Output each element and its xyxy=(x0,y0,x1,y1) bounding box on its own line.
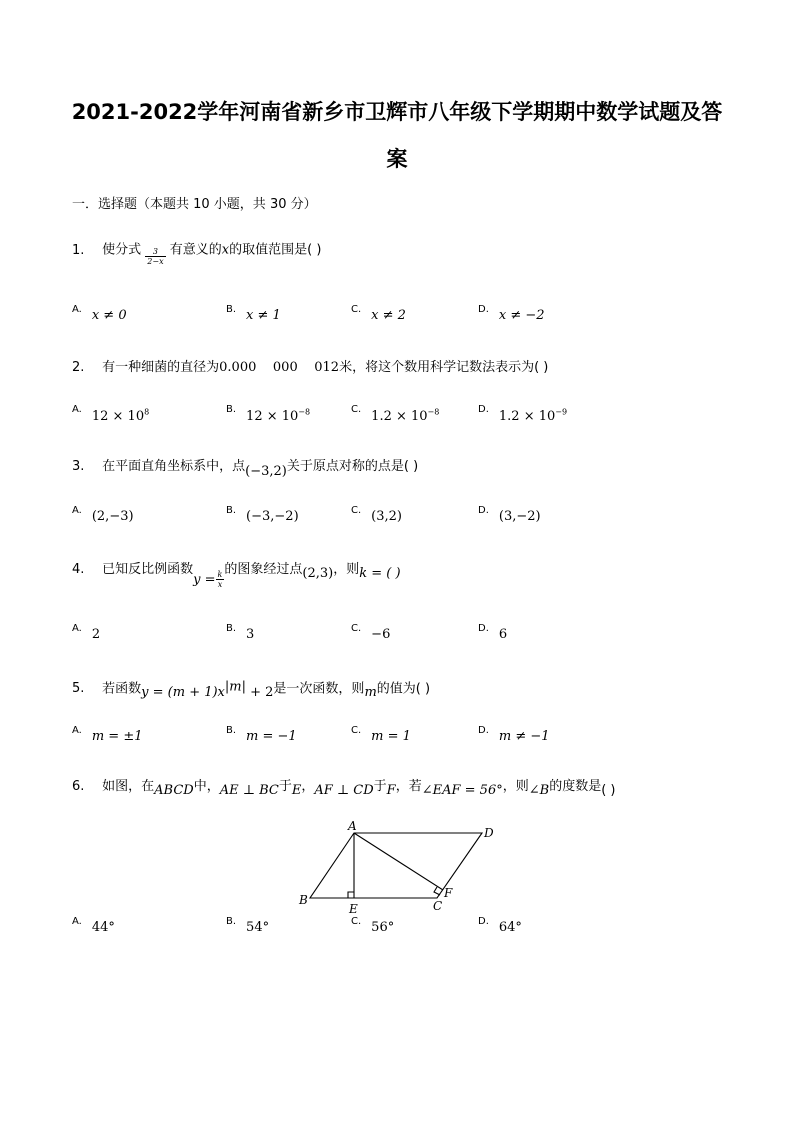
option-label: A. xyxy=(72,304,82,315)
option-label: A. xyxy=(72,725,82,736)
fraction-denominator: 2−x xyxy=(147,257,164,266)
question-text: 是一次函数，则 xyxy=(273,681,365,697)
option-value: (3,−2) xyxy=(498,509,541,524)
altitude-af xyxy=(354,833,443,890)
option-label: A. xyxy=(72,623,82,634)
option-d xyxy=(478,304,545,323)
right-angle-f xyxy=(434,887,440,895)
fraction-denominator: x xyxy=(216,579,225,589)
vertex-label-e: E xyxy=(349,902,358,916)
question-text: 如图，在 xyxy=(102,779,155,794)
question-text: 有一种细菌的直径为 xyxy=(102,360,220,375)
function-expression xyxy=(141,680,274,701)
angle-condition: ∠EAF = 56° xyxy=(421,783,503,798)
option-label: B. xyxy=(226,623,237,634)
option-value: (3,2) xyxy=(371,509,402,524)
vertex-label-a: A xyxy=(348,819,357,833)
option-label: B. xyxy=(226,916,237,927)
option-label: D. xyxy=(478,623,489,634)
question-text: 若函数 xyxy=(102,681,142,697)
question-number: 4. xyxy=(72,562,85,577)
option-value: x ≠ 1 xyxy=(246,308,281,323)
question-number: 6. xyxy=(72,779,85,794)
option-d xyxy=(478,725,550,744)
fraction xyxy=(145,248,165,266)
question-text: 中， xyxy=(193,779,220,794)
option-label: C. xyxy=(351,304,362,315)
option-value: 64° xyxy=(498,920,522,935)
question-text: ，则 xyxy=(333,562,360,577)
question-text: 米，将这个数用科学记数法表示为 xyxy=(339,360,535,375)
vertex-label-d: D xyxy=(484,826,494,840)
parallelogram-abcd xyxy=(310,833,482,898)
question-number: 2. xyxy=(72,360,85,375)
option-c xyxy=(351,725,411,744)
power-base: 1.2 × 10 xyxy=(371,409,428,425)
shape-name: ABCD xyxy=(154,783,194,798)
power-base: 12 × 10 xyxy=(91,409,145,425)
answer-blank: ( ) xyxy=(534,360,549,375)
option-value: 2 xyxy=(91,627,101,642)
question-text: 在平面直角坐标系中，点 xyxy=(102,459,246,474)
option-value xyxy=(371,409,439,424)
option-a xyxy=(72,304,127,323)
answer-blank: ( ) xyxy=(601,783,616,798)
option-value: 54° xyxy=(246,920,270,935)
option-value: x ≠ −2 xyxy=(498,308,545,323)
question-text: ， xyxy=(301,779,315,794)
option-value: x ≠ 0 xyxy=(91,308,127,323)
angle-b: ∠B xyxy=(528,783,550,798)
option-value: (2,−3) xyxy=(91,509,134,524)
option-value: 3 xyxy=(246,627,255,642)
option-c xyxy=(351,505,402,524)
question-text: 的图象经过点 xyxy=(224,562,303,577)
option-value xyxy=(246,409,310,424)
option-value: (−3,−2) xyxy=(246,509,299,524)
question-text: 有意义的 xyxy=(169,242,222,258)
option-label: A. xyxy=(72,404,82,415)
number-value: 0.000 000 012 xyxy=(219,360,340,375)
option-c xyxy=(351,304,406,323)
option-label: B. xyxy=(226,304,237,315)
option-label: B. xyxy=(226,725,237,736)
point-coordinates: (−3,2) xyxy=(245,464,287,479)
point-e: E xyxy=(291,783,302,798)
question-6 xyxy=(72,775,616,798)
option-label: D. xyxy=(478,916,489,927)
power-exponent: −9 xyxy=(555,408,568,417)
answer-blank: ( ) xyxy=(403,459,419,474)
math-variable: m xyxy=(364,685,377,701)
question-number: 1. xyxy=(72,242,85,258)
question-number: 3. xyxy=(72,459,85,474)
option-label: A. xyxy=(72,916,82,927)
vertex-label-b: B xyxy=(299,893,308,907)
option-value: 44° xyxy=(91,920,115,935)
power-base: 1.2 × 10 xyxy=(498,409,556,425)
question-number: 5. xyxy=(72,681,85,697)
question-text: 已知反比例函数 xyxy=(102,562,194,577)
option-label: D. xyxy=(478,304,489,315)
option-value: m = −1 xyxy=(246,729,297,744)
parallelogram-figure xyxy=(296,816,506,922)
option-value xyxy=(92,409,149,424)
option-a xyxy=(72,505,134,524)
power-exponent: 8 xyxy=(144,408,150,417)
question-text: 的取值范围是 xyxy=(229,242,308,258)
option-label: A. xyxy=(72,505,82,516)
option-b xyxy=(226,304,281,323)
fraction-numerator: k xyxy=(217,569,223,579)
fraction-numerator: 3 xyxy=(152,247,158,256)
option-label: D. xyxy=(478,404,489,415)
function-part: y = (m + 1)x xyxy=(141,685,225,701)
option-label: B. xyxy=(226,505,237,516)
option-value: x ≠ 2 xyxy=(371,308,406,323)
answer-blank: ( ) xyxy=(307,242,322,258)
option-d xyxy=(478,623,508,642)
option-c xyxy=(351,404,440,425)
question-1 xyxy=(72,234,321,266)
question-3 xyxy=(72,455,419,479)
power-exponent: −8 xyxy=(427,408,440,417)
option-b xyxy=(226,623,255,642)
right-angle-e xyxy=(348,892,354,898)
question-text: 关于原点对称的点是 xyxy=(286,459,404,474)
function-exponent: |m| xyxy=(224,680,246,695)
question-text: 于 xyxy=(373,779,387,794)
section-heading: 一．选择题（本题共 10 小题，共 30 分） xyxy=(72,197,317,212)
option-b xyxy=(226,404,311,425)
option-label: C. xyxy=(351,623,362,634)
point-f: F xyxy=(386,783,396,798)
option-b xyxy=(226,725,297,744)
option-value: 56° xyxy=(371,920,395,935)
option-b xyxy=(226,505,299,524)
question-5 xyxy=(72,676,431,701)
condition-1: AE ⊥ BC xyxy=(219,783,279,798)
condition-2: AF ⊥ CD xyxy=(314,783,374,798)
option-label: C. xyxy=(351,404,362,415)
question-text: 于 xyxy=(278,779,292,794)
answer-blank: ( ) xyxy=(415,681,431,697)
question-text: 的度数是 xyxy=(549,779,602,794)
option-value: m = 1 xyxy=(371,729,411,744)
option-a xyxy=(72,623,101,642)
answer-expression: k = ( ) xyxy=(359,566,401,581)
option-value: 6 xyxy=(498,627,508,642)
option-label: C. xyxy=(351,725,362,736)
option-value: m = ±1 xyxy=(91,729,143,744)
function-expression xyxy=(193,571,224,589)
option-label: D. xyxy=(478,505,489,516)
option-label: C. xyxy=(351,916,362,927)
option-b xyxy=(226,916,270,935)
power-exponent: −8 xyxy=(298,408,311,417)
function-part: + 2 xyxy=(245,685,274,701)
question-text: 的值为 xyxy=(376,681,416,697)
option-label: C. xyxy=(351,505,362,516)
option-value xyxy=(499,409,567,424)
option-value: m ≠ −1 xyxy=(498,729,550,744)
question-text: ，则 xyxy=(502,779,529,794)
fraction xyxy=(216,571,225,589)
exam-title: 2021-2022学年河南省新乡市卫辉市八年级下学期期中数学试题及答 xyxy=(71,100,723,124)
question-text: ，若 xyxy=(395,779,422,794)
question-text: 使分式 xyxy=(102,242,142,258)
exam-title-continued: 案 xyxy=(386,147,408,171)
option-c xyxy=(351,623,391,642)
math-variable: x xyxy=(221,242,230,258)
vertex-label-c: C xyxy=(433,899,443,913)
question-4 xyxy=(72,558,401,589)
point-coordinates: (2,3) xyxy=(302,566,334,581)
option-a xyxy=(72,916,115,935)
function-left: y = xyxy=(193,572,216,587)
option-a xyxy=(72,725,143,744)
option-c xyxy=(351,916,395,935)
power-base: 12 × 10 xyxy=(246,409,299,425)
option-label: D. xyxy=(478,725,489,736)
option-d xyxy=(478,505,541,524)
option-d xyxy=(478,916,522,935)
option-a xyxy=(72,404,150,425)
question-2 xyxy=(72,356,548,375)
option-label: B. xyxy=(226,404,237,415)
option-value: −6 xyxy=(371,627,391,642)
option-d xyxy=(478,404,568,425)
vertex-label-f: F xyxy=(444,886,453,900)
